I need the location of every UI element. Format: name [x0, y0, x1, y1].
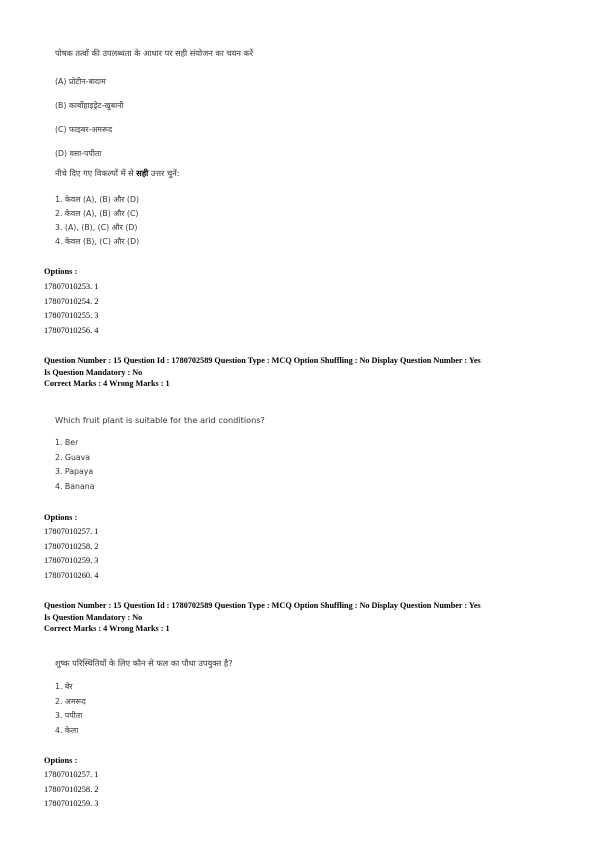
option-id: 17807010257. 1	[44, 770, 99, 779]
question-text: Which fruit plant is suitable for the arid conditions?	[55, 415, 265, 425]
match-item: (D) वसा-पपीता	[55, 149, 102, 158]
option-id: 17807010257. 1	[44, 527, 99, 536]
choice-item: 4. केला	[55, 725, 79, 735]
match-item: (B) कार्बोहाइड्रेट-खुबानी	[55, 101, 124, 110]
choice-item: 1. Ber	[55, 438, 79, 447]
choice-item: 4. केवल (B), (C) और (D)	[55, 237, 140, 246]
option-id: 17807010259. 3	[44, 556, 99, 565]
option-id: 17807010255. 3	[44, 311, 99, 320]
question-meta	[44, 600, 564, 635]
match-items	[55, 70, 124, 166]
meta-line: Question Number : 15 Question Id : 1780702589 Question Type : MCQ Option Shuffling : No Display Question Number : Yes	[44, 601, 481, 610]
choice-item: 1. केवल (A), (B) और (D)	[55, 195, 140, 204]
option-id-list	[44, 525, 98, 583]
choice-list	[55, 436, 94, 494]
option-id: 17807010256. 4	[44, 325, 99, 335]
match-item: (A) प्रोटीन-बादाम	[55, 77, 106, 86]
question-meta	[44, 355, 564, 390]
meta-line: Is Question Mandatory : No	[44, 612, 143, 622]
options-heading: Options :	[44, 513, 78, 522]
question-text: शुष्क परिस्थितियों के लिए कौन से फल का पौधा उपयुक्त है?	[55, 658, 233, 668]
choice-item: 3. पपीता	[55, 711, 83, 720]
instruction-text	[55, 168, 180, 179]
option-id: 17807010260. 4	[44, 570, 99, 580]
options-heading: Options :	[44, 756, 78, 765]
choice-item: 3. (A), (B), (C) और (D)	[55, 223, 138, 232]
choice-list	[55, 193, 139, 249]
option-id-list	[44, 280, 98, 338]
choice-item: 2. केवल (A), (B) और (C)	[55, 209, 139, 218]
choice-item: 2. अमरूद	[55, 696, 86, 706]
question-text: पोषक तत्वों की उपलब्धता के आधार पर सही संयोजन का चयन करें	[55, 48, 254, 58]
choice-item: 3. Papaya	[55, 467, 94, 476]
meta-line: Correct Marks : 4 Wrong Marks : 1	[44, 624, 170, 633]
choice-list	[55, 680, 86, 738]
option-id-list	[44, 768, 98, 812]
options-heading: Options :	[44, 267, 78, 276]
meta-line: Correct Marks : 4 Wrong Marks : 1	[44, 379, 170, 388]
instruction-prefix: नीचे दिए गए विकल्पों में से	[55, 168, 137, 178]
instruction-bold: सही	[136, 168, 149, 178]
option-id: 17807010258. 2	[44, 541, 99, 551]
choice-item: 4. Banana	[55, 481, 95, 491]
option-id: 17807010259. 3	[44, 799, 99, 808]
option-id: 17807010253. 1	[44, 282, 99, 291]
option-id: 17807010258. 2	[44, 784, 99, 794]
choice-item: 2. Guava	[55, 452, 91, 462]
instruction-suffix: उत्तर चुनें:	[148, 168, 180, 178]
choice-item: 1. बेर	[55, 682, 73, 691]
meta-line: Is Question Mandatory : No	[44, 367, 143, 377]
option-id: 17807010254. 2	[44, 296, 99, 306]
meta-line: Question Number : 15 Question Id : 1780702589 Question Type : MCQ Option Shuffling : No Display Question Number : Yes	[44, 356, 481, 365]
match-item: (C) फाइबर-अमरूद	[55, 125, 113, 134]
